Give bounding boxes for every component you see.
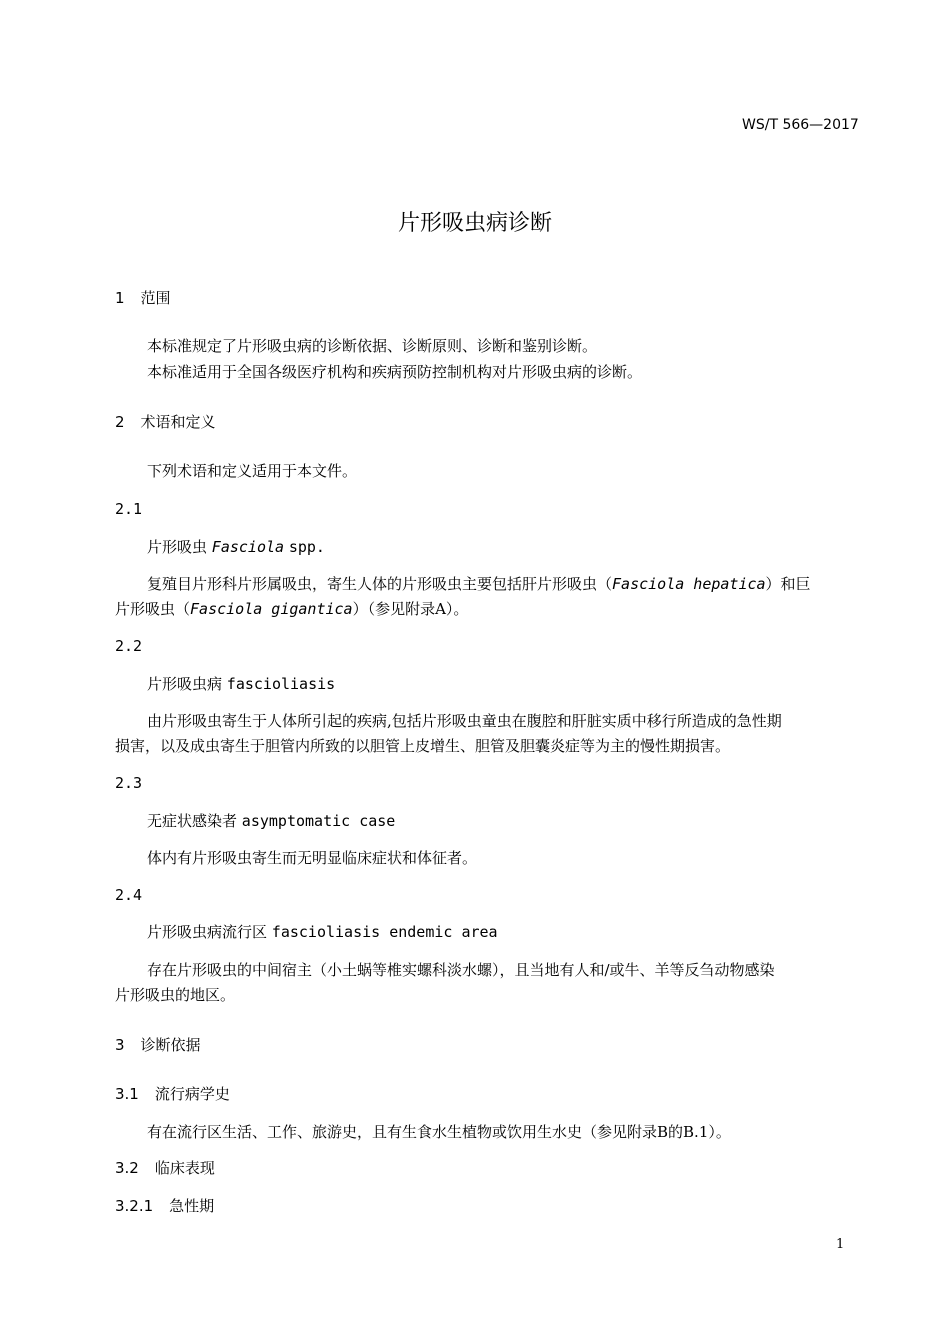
section-3-1-text: 有在流行区生活、工作、旅游史，且有生食水生植物或饮用生水史（参见附录B的B.1）。: [147, 1123, 731, 1141]
section-3-2-heading: 3.2 临床表现: [115, 1159, 215, 1177]
term-2-2-definition-line-1: 由片形吸虫寄生于人体所引起的疾病,包括片形吸虫童虫在腹腔和肝脏实质中移行所造成的急性期: [147, 712, 782, 730]
term-2-1-number: 2.1: [115, 500, 143, 518]
term-2-4-number: 2.4: [115, 886, 143, 904]
term-2-2-number: 2.2: [115, 637, 143, 655]
term-2-4-title: 片形吸虫病流行区 fascioliasis endemic area: [147, 923, 498, 941]
term-2-2-title: 片形吸虫病 fascioliasis: [147, 675, 336, 693]
section-3-2-1-heading: 3.2.1 急性期: [115, 1197, 215, 1215]
term-2-4-definition-line-1: 存在片形吸虫的中间宿主（小土蜗等椎实螺科淡水螺），且当地有人和/或牛、羊等反刍动物感染: [147, 961, 775, 979]
term-2-4-definition-line-2: 片形吸虫的地区。: [115, 986, 236, 1004]
section-3-1-heading: 3.1 流行病学史: [115, 1085, 230, 1103]
section-2-heading: 2 术语和定义: [115, 413, 216, 431]
term-2-2-definition-line-2: 损害，以及成虫寄生于胆管内所致的以胆管上皮增生、胆管及胆囊炎症等为主的慢性期损害。: [115, 737, 731, 755]
section-1-heading: 1 范围: [115, 289, 171, 307]
page-number: 1: [836, 1237, 845, 1252]
term-2-1-definition-line-1: 复殖目片形科片形属吸虫，寄生人体的片形吸虫主要包括肝片形吸虫（Fasciola hepatica）和巨: [147, 575, 811, 593]
section-1-paragraph-1: 本标准规定了片形吸虫病的诊断依据、诊断原则、诊断和鉴别诊断。: [147, 337, 598, 355]
term-2-3-number: 2.3: [115, 774, 143, 792]
section-3-heading: 3 诊断依据: [115, 1036, 201, 1054]
term-2-1-title: 片形吸虫 Fasciola spp.: [147, 538, 325, 556]
doc-title: 片形吸虫病诊断: [398, 211, 553, 236]
section-2-intro: 下列术语和定义适用于本文件。: [147, 462, 358, 480]
term-2-1-definition-line-2: 片形吸虫（Fasciola gigantica）（参见附录A）。: [115, 600, 469, 618]
doc-number: WS/T 566—2017: [742, 117, 859, 133]
section-1-paragraph-2: 本标准适用于全国各级医疗机构和疾病预防控制机构对片形吸虫病的诊断。: [147, 363, 643, 381]
term-2-3-title: 无症状感染者 asymptomatic case: [147, 812, 396, 830]
term-2-3-definition: 体内有片形吸虫寄生而无明显临床症状和体征者。: [147, 849, 478, 867]
